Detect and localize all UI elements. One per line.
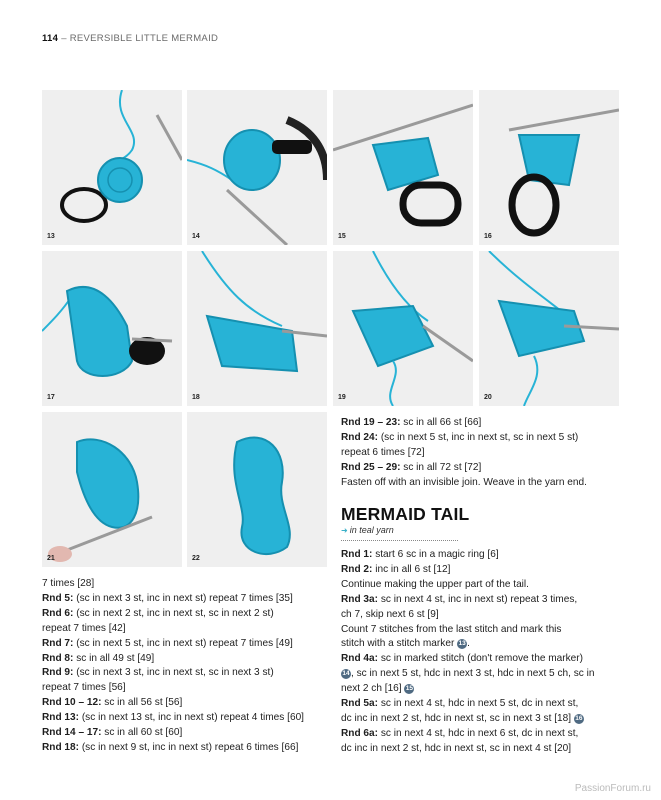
- instruction-line: stitch with a stitch marker 13.: [341, 638, 470, 650]
- instruction-line: Rnd 8: sc in all 49 st [49]: [42, 652, 155, 664]
- instruction-line: Rnd 5: (sc in next 3 st, inc in next st) repeat 7 times [35]: [42, 592, 293, 604]
- photo-number: 14: [192, 233, 200, 240]
- left-instructions: [42, 577, 304, 756]
- instruction-line: next 2 ch [16] 15: [341, 683, 414, 695]
- photo-number: 22: [192, 555, 200, 562]
- right-instructions-top: [341, 416, 587, 491]
- yarn-photo-illustration: [42, 251, 182, 406]
- yarn-photo-illustration: [479, 251, 619, 406]
- yarn-photo-illustration: [187, 90, 327, 245]
- photo-number: 21: [47, 555, 55, 562]
- instruction-line: repeat 7 times [56]: [42, 682, 126, 694]
- mermaid-tail-instructions: [341, 548, 595, 757]
- photo-19: [333, 251, 473, 406]
- yarn-photo-illustration: [187, 412, 327, 567]
- photo-number: 16: [484, 233, 492, 240]
- instruction-line: ch 7, skip next 6 st [9]: [341, 608, 439, 620]
- section-title: MERMAID TAIL: [341, 504, 470, 524]
- instruction-line: Rnd 2: inc in all 6 st [12]: [341, 563, 451, 575]
- instruction-line: Rnd 7: (sc in next 5 st, inc in next st) repeat 7 times [49]: [42, 637, 293, 649]
- photo-ref-marker: 16: [575, 714, 583, 722]
- photo-17: [42, 251, 182, 406]
- photo-ref-marker: 13: [458, 640, 466, 648]
- instruction-line: Rnd 6a: sc in next 4 st, hdc in next 6 st, dc in next st,: [341, 727, 579, 739]
- photo-ref-marker: 15: [405, 685, 414, 693]
- instruction-line: dc inc in next 2 st, hdc in next st, sc in next 3 st [18] 16: [341, 712, 583, 724]
- instruction-line: Rnd 6: (sc in next 2 st, inc in next st, sc in next 2 st): [42, 607, 274, 619]
- instruction-line: Rnd 1: start 6 sc in a magic ring [6]: [341, 549, 499, 560]
- photo-13: [42, 90, 182, 245]
- header-title: REVERSIBLE LITTLE MERMAID: [69, 33, 219, 44]
- photo-22: [187, 412, 327, 567]
- header-separator: –: [61, 33, 70, 44]
- section-divider: [341, 540, 458, 541]
- instruction-line: Rnd 9: (sc in next 3 st, inc in next st, sc in next 3 st): [42, 667, 274, 679]
- photo-number: 15: [338, 233, 346, 240]
- photo-18: [187, 251, 327, 406]
- photo-14: [187, 90, 327, 245]
- yarn-photo-illustration: [479, 90, 619, 245]
- yarn-photo-illustration: [333, 90, 473, 245]
- instruction-line: Rnd 24: (sc in next 5 st, inc in next st, sc in next 5 st): [341, 431, 579, 443]
- instruction-line: Rnd 25 – 29: sc in all 72 st [72]: [341, 461, 482, 473]
- instruction-line: 7 times [28]: [42, 578, 95, 589]
- instruction-line: repeat 6 times [72]: [341, 446, 425, 458]
- photo-number: 20: [484, 394, 492, 401]
- watermark: PassionForum.ru: [574, 783, 651, 794]
- instruction-line: Fasten off with an invisible join. Weave in the yarn end.: [341, 476, 587, 488]
- photo-number: 18: [192, 394, 200, 401]
- instruction-line: 14, sc in next 5 st, hdc in next 3 st, hdc in next 5 ch, sc in: [342, 668, 595, 680]
- instruction-line: Continue making the upper part of the tail.: [341, 578, 529, 590]
- instruction-line: Rnd 5a: sc in next 4 st, hdc in next 5 st, dc in next st,: [341, 698, 579, 710]
- instruction-line: Rnd 14 – 17: sc in all 60 st [60]: [42, 727, 183, 739]
- photo-21: [42, 412, 182, 567]
- instruction-line: repeat 7 times [42]: [42, 622, 126, 634]
- instruction-line: dc inc in next 2 st, hdc in next st, sc in next 4 st [20]: [341, 742, 572, 754]
- photo-number: 13: [47, 233, 55, 240]
- page-number: 114: [42, 33, 59, 44]
- yarn-photo-illustration: [333, 251, 473, 406]
- instruction-line: Rnd 13: (sc in next 13 st, inc in next st) repeat 4 times [60]: [42, 712, 304, 724]
- section-subtitle: ➜ in teal yarn: [341, 525, 394, 535]
- photo-20: [479, 251, 619, 406]
- photo-16: [479, 90, 619, 245]
- photo-number: 17: [47, 394, 55, 401]
- instruction-line: Rnd 4a: sc in marked stitch (don't remove the marker): [341, 653, 584, 665]
- instruction-line: Rnd 10 – 12: sc in all 56 st [56]: [42, 697, 183, 709]
- photo-ref-marker: 14: [342, 670, 350, 678]
- instruction-line: Count 7 stitches from the last stitch and mark this: [341, 623, 562, 635]
- photo-number: 19: [338, 394, 346, 401]
- instruction-line: Rnd 18: (sc in next 9 st, inc in next st) repeat 6 times [66]: [42, 741, 299, 753]
- yarn-photo-illustration: [187, 251, 327, 406]
- instruction-line: Rnd 3a: sc in next 4 st, inc in next st) repeat 3 times,: [341, 593, 578, 605]
- yarn-photo-illustration: [42, 412, 182, 567]
- instruction-line: Rnd 19 – 23: sc in all 66 st [66]: [341, 417, 482, 428]
- arrow-icon: ➜: [341, 526, 348, 535]
- yarn-photo-illustration: [42, 90, 182, 245]
- running-header: [42, 33, 218, 44]
- photo-15: [333, 90, 473, 245]
